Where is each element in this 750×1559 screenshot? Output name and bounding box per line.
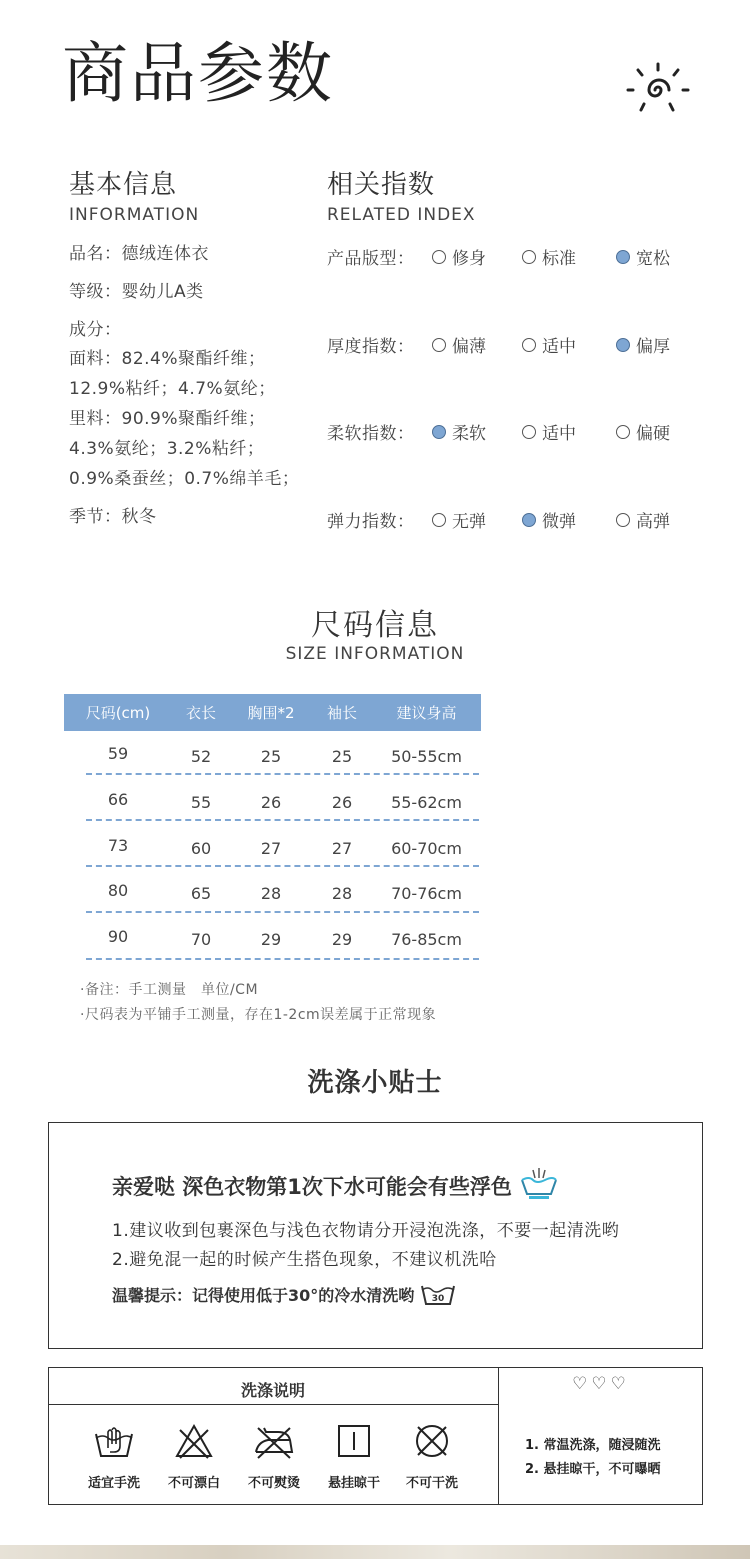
- info-fabric-1: 面料：82.4%聚酯纤维；: [69, 349, 266, 369]
- index-row-thickness: [327, 328, 707, 358]
- care-label: 适宜手洗: [87, 1476, 140, 1491]
- index-row-fit: [327, 240, 707, 270]
- care-title: 洗涤说明: [240, 1381, 305, 1400]
- table-cell: 60-70cm: [391, 838, 462, 858]
- info-name: 品名：德绒连体衣: [69, 244, 209, 264]
- option-thick[interactable]: 偏厚: [616, 332, 670, 357]
- radio-icon: [616, 425, 630, 439]
- care-no-dry-clean: [392, 1422, 472, 1491]
- table-cell: 90: [107, 926, 129, 946]
- size-note: ·尺码表为平铺手工测量，存在1-2cm误差属于正常现象: [80, 1007, 437, 1023]
- row-divider: [86, 865, 479, 867]
- basic-info-subtitle: INFORMATION: [69, 205, 200, 225]
- table-cell: 28: [260, 883, 282, 903]
- sun-icon: [624, 60, 692, 116]
- row-divider: [86, 911, 479, 913]
- table-cell: 29: [331, 929, 353, 949]
- column-header: 袖长: [326, 704, 357, 722]
- option-medium[interactable]: 适中: [522, 332, 576, 357]
- hearts-icon: ♡♡♡: [572, 1374, 630, 1394]
- care-note: 1. 常温洗涤，随浸随洗: [525, 1438, 661, 1453]
- table-cell: 29: [260, 929, 282, 949]
- info-lining-3: 0.9%桑蚕丝；0.7%绵羊毛；: [69, 469, 300, 489]
- option-soft[interactable]: 柔软: [432, 419, 486, 444]
- row-divider: [86, 958, 479, 960]
- row-divider: [86, 773, 479, 775]
- table-cell: 70: [190, 929, 212, 949]
- option-thin[interactable]: 偏薄: [432, 332, 486, 357]
- table-cell: 80: [107, 880, 129, 900]
- column-header: 胸围*2: [247, 704, 295, 722]
- table-cell: 76-85cm: [391, 929, 462, 949]
- size-table-header: [64, 694, 481, 731]
- wash-tip: 1.建议收到包裹深色与浅色衣物请分开浸泡洗涤，不要一起清洗哟: [112, 1221, 620, 1241]
- info-grade: 等级：婴幼儿A类: [69, 282, 204, 302]
- table-cell: 25: [260, 746, 282, 766]
- table-cell: 70-76cm: [391, 883, 462, 903]
- option-high-stretch[interactable]: 高弹: [616, 507, 670, 532]
- size-info-subtitle: SIZE INFORMATION: [285, 644, 465, 664]
- info-season: 季节：秋冬: [69, 507, 157, 527]
- radio-icon: [432, 338, 446, 352]
- option-moderate[interactable]: 适中: [522, 419, 576, 444]
- table-cell: 55-62cm: [391, 792, 462, 812]
- index-row-softness: [327, 415, 707, 445]
- option-loose[interactable]: 宽松: [616, 244, 670, 269]
- wash-tip: 2.避免混一起的时候产生搭色现象，不建议机洗哈: [112, 1250, 497, 1270]
- option-standard[interactable]: 标准: [522, 244, 576, 269]
- table-cell: 26: [331, 792, 353, 812]
- table-cell: 28: [331, 883, 353, 903]
- care-label: 悬挂晾干: [327, 1476, 380, 1491]
- table-cell: 73: [107, 835, 129, 855]
- index-label: 产品版型：: [327, 249, 415, 269]
- care-no-iron: [234, 1422, 314, 1491]
- radio-icon: [522, 425, 536, 439]
- care-label: 不可干洗: [405, 1476, 458, 1491]
- hand-wash-icon: [92, 1422, 136, 1460]
- care-label: 不可漂白: [167, 1476, 220, 1491]
- basic-info-title: 基本信息: [69, 170, 178, 200]
- table-cell: 65: [190, 883, 212, 903]
- no-dry-clean-icon: [412, 1422, 452, 1460]
- radio-icon: [522, 250, 536, 264]
- care-hand-wash: [74, 1422, 154, 1491]
- no-bleach-icon: [174, 1422, 214, 1460]
- wash-warning: 温馨提示：记得使用低于30°的冷水清洗哟 30: [112, 1282, 456, 1308]
- table-cell: 50-55cm: [391, 746, 462, 766]
- care-divider: [48, 1404, 499, 1405]
- info-fabric-2: 12.9%粘纤；4.7%氨纶；: [69, 379, 276, 399]
- table-cell: 52: [190, 746, 212, 766]
- table-cell: 55: [190, 792, 212, 812]
- page-title: 商品参数: [62, 35, 334, 112]
- radio-selected-icon: [616, 250, 630, 264]
- hang-dry-icon: [334, 1422, 374, 1460]
- table-cell: 66: [107, 789, 129, 809]
- option-no-stretch[interactable]: 无弹: [432, 507, 486, 532]
- table-cell: 26: [260, 792, 282, 812]
- wash-tips-title: 洗涤小贴士: [307, 1068, 443, 1098]
- column-header: 尺码(cm): [85, 704, 151, 722]
- size-info-title: 尺码信息: [311, 608, 439, 643]
- radio-icon: [616, 513, 630, 527]
- option-slight-stretch[interactable]: 微弹: [522, 507, 576, 532]
- table-cell: 27: [260, 838, 282, 858]
- washing-tub-icon: [519, 1166, 559, 1200]
- care-note: 2. 悬挂晾干，不可曝晒: [525, 1462, 661, 1477]
- wash-tips-headline: 亲爱哒 深色衣物第1次下水可能会有些浮色: [112, 1166, 559, 1201]
- table-cell: 60: [190, 838, 212, 858]
- info-lining-2: 4.3%氨纶；3.2%粘纤；: [69, 439, 265, 459]
- svg-text:30: 30: [431, 1294, 445, 1304]
- radio-icon: [432, 513, 446, 527]
- radio-icon: [522, 338, 536, 352]
- column-header: 建议身高: [396, 704, 457, 722]
- table-row: [64, 916, 481, 962]
- radio-selected-icon: [522, 513, 536, 527]
- related-index-subtitle: RELATED INDEX: [327, 205, 476, 225]
- table-cell: 59: [107, 743, 129, 763]
- option-hard[interactable]: 偏硬: [616, 419, 670, 444]
- related-index-title: 相关指数: [327, 170, 436, 200]
- radio-selected-icon: [432, 425, 446, 439]
- care-hang-dry: [314, 1422, 394, 1491]
- radio-selected-icon: [616, 338, 630, 352]
- radio-icon: [432, 250, 446, 264]
- index-label: 柔软指数：: [327, 424, 415, 444]
- column-header: 衣长: [185, 704, 216, 722]
- table-row: [64, 870, 481, 916]
- row-divider: [86, 819, 479, 821]
- no-iron-icon: [252, 1422, 296, 1460]
- care-label: 不可熨烫: [247, 1476, 300, 1491]
- product-photo-edge: [0, 1545, 750, 1559]
- table-cell: 25: [331, 746, 353, 766]
- index-row-elasticity: [327, 503, 707, 533]
- info-lining-1: 里料：90.9%聚酯纤维；: [69, 409, 266, 429]
- index-label: 厚度指数：: [327, 337, 415, 357]
- care-no-bleach: [154, 1422, 234, 1491]
- option-slim[interactable]: 修身: [432, 244, 486, 269]
- table-cell: 27: [331, 838, 353, 858]
- cold-wash-30-icon: [420, 1282, 456, 1308]
- info-composition-label: 成分：: [69, 320, 122, 340]
- size-note: ·备注：手工测量 单位/CM: [80, 982, 259, 998]
- index-label: 弹力指数：: [327, 512, 415, 532]
